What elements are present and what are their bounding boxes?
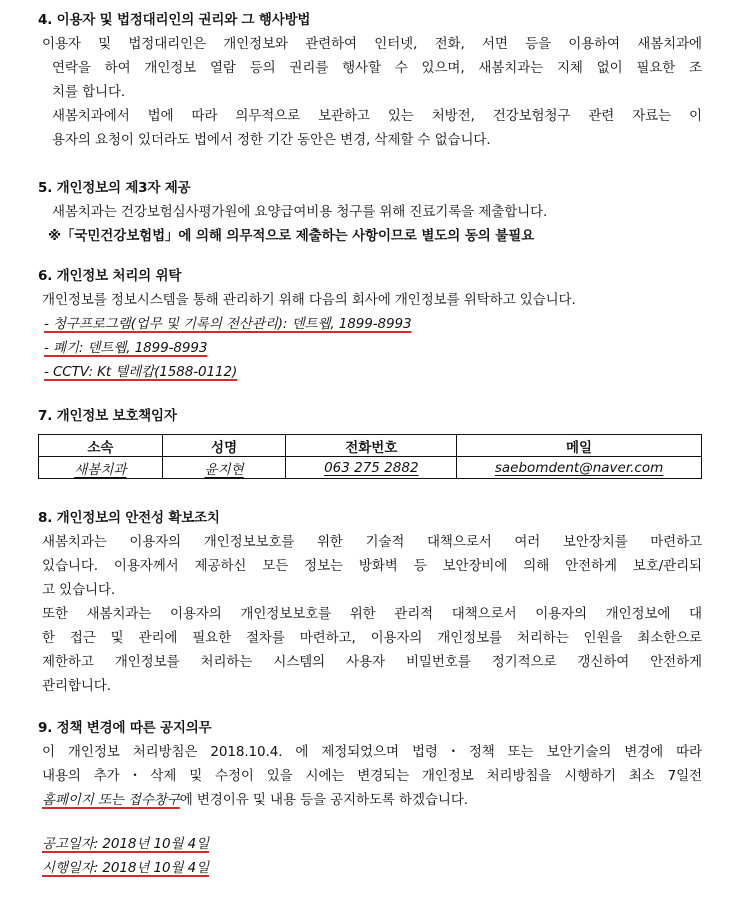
section-5-heading: 5. 개인정보의 제3자 제공 bbox=[38, 180, 191, 196]
announcement-date: 공고일자: 2018년 10월 4일 bbox=[42, 836, 210, 852]
section-6-item-2: - 폐기: 덴트웹, 1899-8993 bbox=[44, 340, 208, 356]
table-row bbox=[39, 457, 702, 479]
section-5-notice: ※「국민건강보험법」에 의해 의무적으로 제출하는 사항이므로 별도의 동의 불필요 bbox=[48, 228, 535, 244]
section-4-line-1: 이용자 및 법정대리인은 개인정보와 관련하여 인터넷, 전화, 서면 등을 이용하여 새봄치과에 bbox=[42, 36, 702, 52]
header-email: 메일 bbox=[457, 435, 702, 457]
header-affiliation: 소속 bbox=[39, 435, 163, 457]
section-8-line-3: 고 있습니다. bbox=[42, 582, 116, 598]
effective-date: 시행일자: 2018년 10월 4일 bbox=[42, 860, 210, 876]
section-8-line-5: 한 접근 및 관리에 필요한 절차를 마련하고, 이용자의 개인정보를 처리하는 인원을 최소한으로 bbox=[42, 630, 702, 646]
header-name: 성명 bbox=[162, 435, 286, 457]
section-4-line-4: 새봄치과에서 법에 따라 의무적으로 보관하고 있는 처방전, 건강보험청구 관련 자료는 이 bbox=[52, 108, 702, 124]
section-6-heading: 6. 개인정보 처리의 위탁 bbox=[38, 268, 182, 284]
section-4-line-2: 연락을 하여 개인정보 열람 등의 권리를 행사할 수 있으며, 새봄치과는 지체 없이 필요한 조 bbox=[52, 60, 702, 76]
section-4-heading: 4. 이용자 및 법정대리인의 권리와 그 행사방법 bbox=[38, 12, 311, 28]
table-header-row bbox=[39, 435, 702, 457]
section-8-line-1: 새봄치과는 이용자의 개인정보보호를 위한 기술적 대책으로서 여러 보안장치를 마련하고 bbox=[42, 534, 702, 550]
section-8-line-4: 또한 새봄치과는 이용자의 개인정보보호를 위한 관리적 대책으로서 이용자의 개인정보에 대 bbox=[42, 606, 702, 622]
section-9-line-3: 홈페이지 또는 접수창구에 변경이유 및 내용 등을 공지하도록 하겠습니다. bbox=[42, 792, 468, 808]
cell-phone: 063 275 2882 bbox=[286, 457, 457, 479]
section-9-line-1: 이 개인정보 처리방침은 2018.10.4. 에 제정되었으며 법령・정책 또는 보안기술의 변경에 따라 bbox=[42, 744, 702, 760]
section-8-heading: 8. 개인정보의 안전성 확보조치 bbox=[38, 510, 220, 526]
section-4-line-5: 용자의 요청이 있더라도 법에서 정한 기간 동안은 변경, 삭제할 수 없습니다. bbox=[52, 132, 491, 148]
section-6-item-1: - 청구프로그램(업무 및 기록의 전산관리): 덴트웹, 1899-8993 bbox=[44, 316, 412, 332]
section-7-heading: 7. 개인정보 보호책임자 bbox=[38, 408, 177, 424]
section-5-line-1: 새봄치과는 건강보험심사평가원에 요양급여비용 청구를 위해 진료기록을 제출합니다. bbox=[52, 204, 548, 220]
section-6-line-1: 개인정보를 정보시스템을 통해 관리하기 위해 다음의 회사에 개인정보를 위탁하고 있습니다. bbox=[42, 292, 576, 308]
cell-email: saebomdent@naver.com bbox=[457, 457, 702, 479]
cell-name: 윤지현 bbox=[162, 457, 286, 479]
section-9-heading: 9. 정책 변경에 따른 공지의무 bbox=[38, 720, 212, 736]
section-8-line-7: 관리합니다. bbox=[42, 678, 111, 694]
privacy-officer-table bbox=[38, 434, 702, 479]
section-9-line-2: 내용의 추가・삭제 및 수정이 있을 시에는 변경되는 개인정보 처리방침을 시행하기 최소 7일전 bbox=[42, 768, 702, 784]
homepage-or-reception-text: 홈페이지 또는 접수창구 bbox=[42, 792, 180, 808]
section-8-line-6: 제한하고 개인정보를 처리하는 시스템의 사용자 비밀번호를 정기적으로 갱신하여 안전하게 bbox=[42, 654, 702, 670]
section-4-line-3: 치를 합니다. bbox=[52, 84, 126, 100]
cell-affiliation: 새봄치과 bbox=[39, 457, 163, 479]
section-6-item-3: - CCTV: Kt 텔레캅(1588-0112) bbox=[44, 364, 238, 380]
header-phone: 전화번호 bbox=[286, 435, 457, 457]
section-8-line-2: 있습니다. 이용자께서 제공하신 모든 정보는 방화벽 등 보안장비에 의해 안전하게 보호/관리되 bbox=[42, 558, 702, 574]
